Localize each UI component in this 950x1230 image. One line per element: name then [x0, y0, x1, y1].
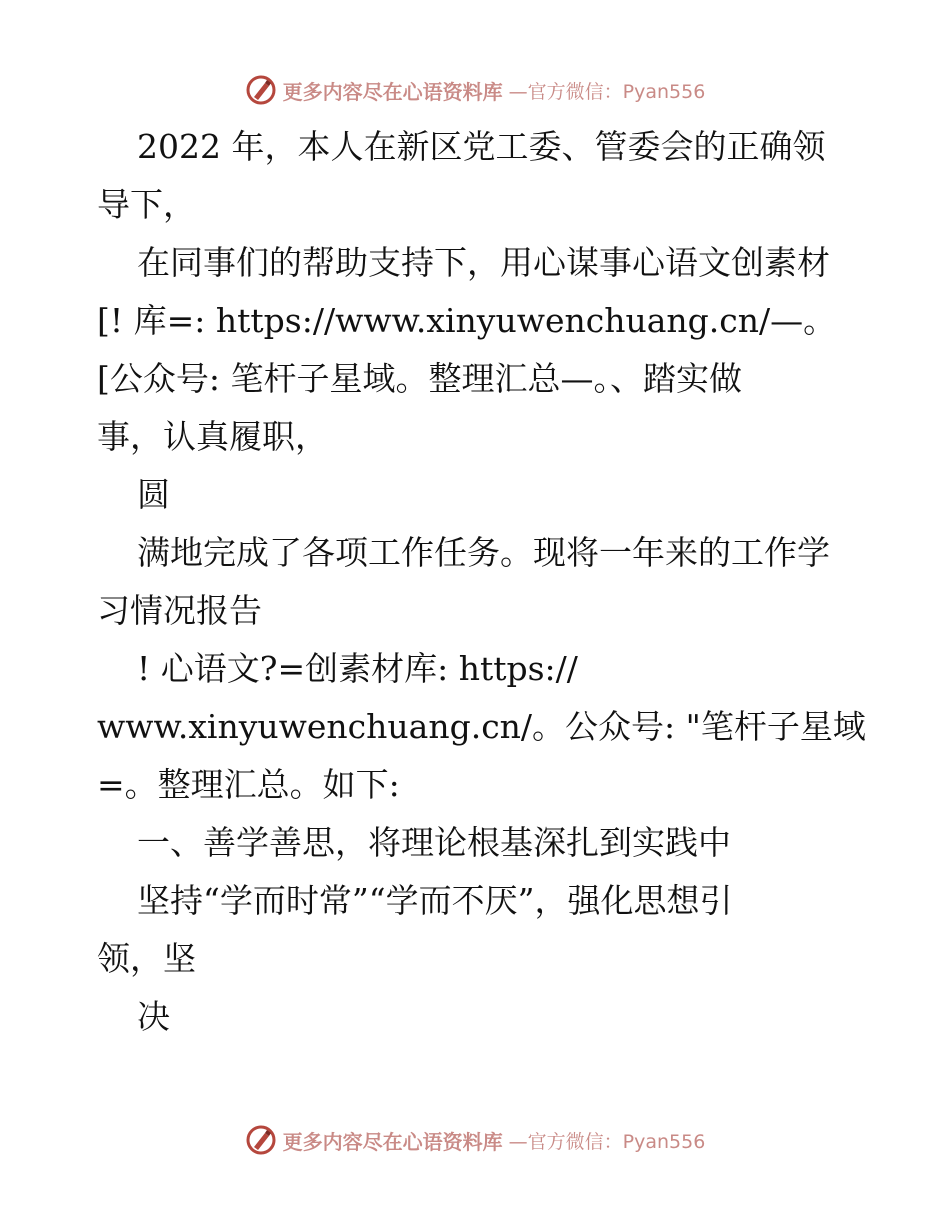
banner-wechat-text: —官方微信：Pyan556	[508, 80, 706, 103]
banner-wechat-text: —官方微信：Pyan556	[508, 1130, 706, 1153]
header-watermark-banner	[0, 70, 950, 110]
paragraph-line: 决	[137, 997, 170, 1036]
paragraph-line: 习情况报告	[97, 591, 262, 630]
paragraph-line: 圆	[137, 475, 170, 514]
section-heading: 一、善学善思，将理论根基深扎到实践中	[137, 823, 731, 862]
paragraph-line: [公众号: 笔杆子星域。整理汇总—。、踏实做	[97, 359, 742, 398]
paragraph-line: =。整理汇总。如下:	[97, 765, 400, 804]
paragraph-line: 2022 年，本人在新区党工委、管委会的正确领	[137, 127, 826, 166]
footer-banner-content	[245, 1124, 706, 1156]
paragraph-line: 导下，	[97, 185, 196, 224]
banner-main-text: 更多内容尽在心语资料库	[282, 1129, 503, 1154]
paragraph-line: [! 库=: https://www.xinyuwenchuang.cn/—。	[97, 301, 837, 340]
paragraph-line: 在同事们的帮助支持下，用心谋事心语文创素材	[137, 243, 830, 282]
footer-watermark-banner	[0, 1120, 950, 1160]
document-body	[97, 118, 867, 1046]
paragraph-line: ! 心语文?=创素材库: https://	[137, 649, 578, 688]
paragraph-line: 领，坚	[97, 939, 196, 978]
paragraph-line: www.xinyuwenchuang.cn/。公众号: "笔杆子星域	[97, 707, 866, 746]
paragraph-line: 事，认真履职，	[97, 417, 328, 456]
banner-main-text: 更多内容尽在心语资料库	[282, 79, 503, 104]
header-banner-content	[245, 74, 706, 106]
pen-circle-logo-icon	[245, 74, 277, 106]
paragraph-line: 满地完成了各项工作任务。现将一年来的工作学	[137, 533, 830, 572]
paragraph-line: 坚持“学而时常”“学而不厌”，强化思想引	[137, 881, 733, 920]
pen-circle-logo-icon	[245, 1124, 277, 1156]
